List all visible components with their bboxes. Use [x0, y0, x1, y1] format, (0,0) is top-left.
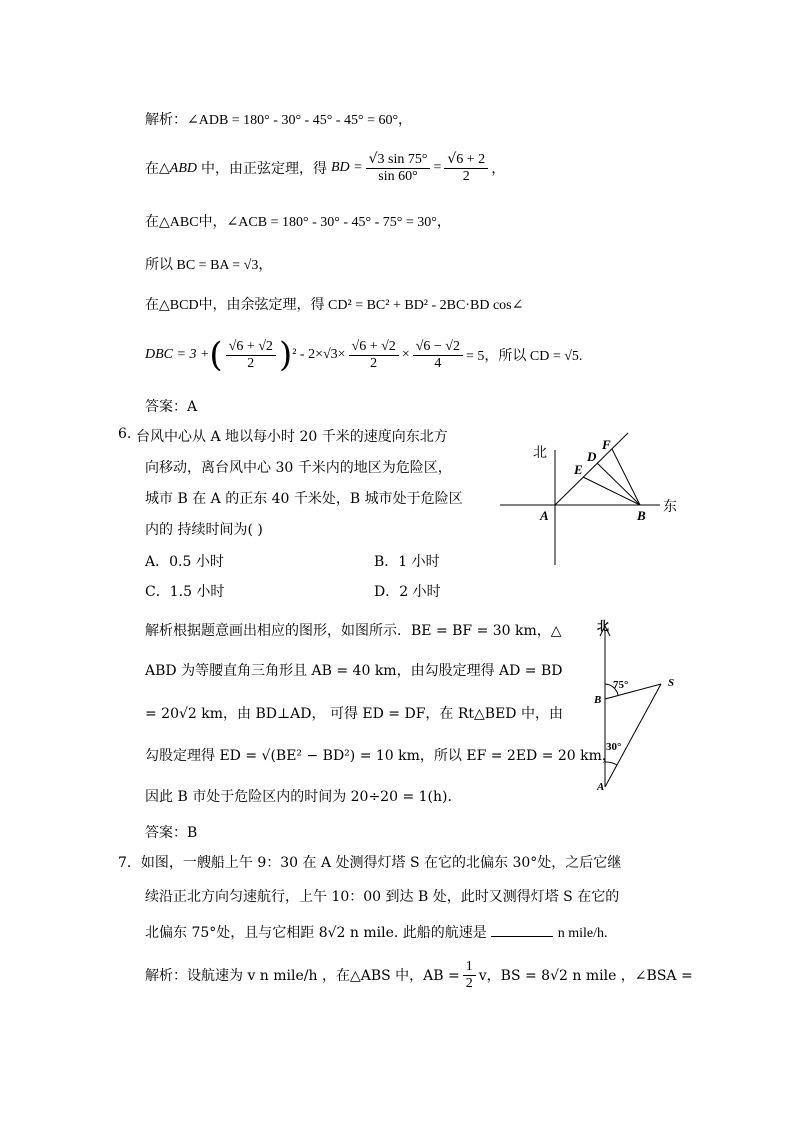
line-as [605, 684, 661, 787]
fraction-b: $\frac{√6 + √2}{2}$ [349, 339, 399, 372]
answer-6: 答案：B [145, 825, 198, 841]
angle-75-label: 75° [613, 679, 629, 691]
east-label: 东 [663, 500, 677, 515]
fraction-c: $\frac{√6 - √2}{4}$ [413, 339, 463, 372]
solution-7-line-1: 解析：设航速为 v n mile/h ，在△ABS 中，AB = $\frac{1}{2}$ v，BS = 8√2 n mile ，∠BSA = [145, 958, 693, 991]
solution-line-3: 在△ABC中，∠ACB = 180° - 30° - 45° - 75° = 30°， [145, 215, 451, 230]
option-b: B．1 小时 [374, 554, 440, 570]
solution-6-line-3: = 20√2 km，由 BD⊥AD， 可得 ED = DF，在 Rt△BED 中，由 [145, 706, 563, 722]
solution-line-6: DBC = 3 + ( $\frac{√6 + √2}{2}$ ) ² - 2×√3× $\frac{√6 + √2}{2}$ × $\frac{√6 - √2}{4}$ = 5，所以 CD = √5. [145, 335, 583, 375]
question-6-number: 6. [118, 426, 132, 442]
point-a-label: A [597, 781, 605, 793]
answer-blank [491, 924, 553, 937]
solution-line-2: 在 △ABD 中，由正弦定理，得 BD = $\frac{√3 \sin 75^\circ}{\sin 60^\circ}$ = $\frac{√6 + 2}{2}$ ， [145, 151, 506, 184]
question-6-line-3: 城市 B 在 A 的正东 40 千米处，B 城市处于危险区 [145, 491, 463, 507]
option-d: D．2 小时 [374, 584, 441, 600]
question-6-line-4: 内的 持续时间为( ) [145, 522, 263, 538]
point-b-label: B [637, 508, 646, 523]
point-b-label: B [594, 694, 602, 706]
option-a: A．0.5 小时 [145, 554, 224, 570]
fraction-bd-value: $\frac{√6 + 2}{2}$ [444, 151, 488, 185]
typhoon-figure [495, 425, 690, 570]
question-6-line-2: 向移动，离台风中心 30 千米内的地区为危险区， [145, 460, 452, 476]
solution-line-5: 在△BCD中，由余弦定理，得 CD² = BC² + BD² - 2BC·BD cos∠ [145, 298, 524, 313]
line-be [583, 477, 640, 505]
fraction-a: $\frac{√6 + √2}{2}$ [226, 339, 276, 372]
fraction-bd: $\frac{√3 \sin 75^\circ}{\sin 60^\circ}$ [366, 151, 431, 185]
point-s-label: S [668, 677, 675, 689]
north-label: 北 [533, 446, 547, 461]
question-7-line-3: 北偏东 75°处，且与它相距 8√2 n mile. 此船的航速是 n mile/h. [145, 925, 608, 941]
fraction-half: $\frac{1}{2}$ [463, 959, 476, 992]
solution-line-1: 解析：∠ADB = 180° - 30° - 45° - 45° = 60°， [145, 112, 413, 128]
angle-arc-30 [605, 762, 617, 765]
option-c: C．1.5 小时 [145, 584, 225, 600]
point-a-label: A [540, 508, 549, 523]
question-7-line-2: 续沿正北方向匀速航行，上午 10：00 到达 B 处，此时又测得灯塔 S 在它的 [145, 889, 620, 905]
question-7-line-1: 7．如图，一艘船上午 9：30 在 A 处测得灯塔 S 在它的北偏东 30°处，之后它继 [118, 855, 622, 871]
solution-6-line-4: 勾股定理得 ED = √(BE² − BD²) = 10 km，所以 EF = 2ED = 20 km， [145, 748, 616, 764]
question-6-line-1: 台风中心从 A 地以每小时 20 千米的速度向东北方 [136, 429, 448, 445]
point-f-label: F [602, 437, 611, 452]
line-bf [612, 449, 640, 505]
north-label: 北 [597, 619, 610, 633]
lighthouse-figure [588, 612, 688, 802]
answer-1: 答案：A [145, 399, 198, 415]
solution-6-line-1: 解析根据题意画出相应的图形，如图所示．BE = BF = 30 km，△ [145, 623, 562, 639]
point-d-label: D [587, 449, 597, 464]
angle-30-label: 30° [606, 741, 622, 753]
point-e-label: E [574, 462, 583, 477]
solution-line-4: 所以 BC = BA = √3， [145, 258, 273, 273]
solution-6-line-5: 因此 B 市处于危险区内的时间为 20÷20 = 1(h)． [145, 789, 462, 805]
line-bd [597, 463, 640, 505]
solution-6-line-2: ABD 为等腰直角三角形且 AB = 40 km，由勾股定理得 AD = BD [145, 663, 563, 679]
